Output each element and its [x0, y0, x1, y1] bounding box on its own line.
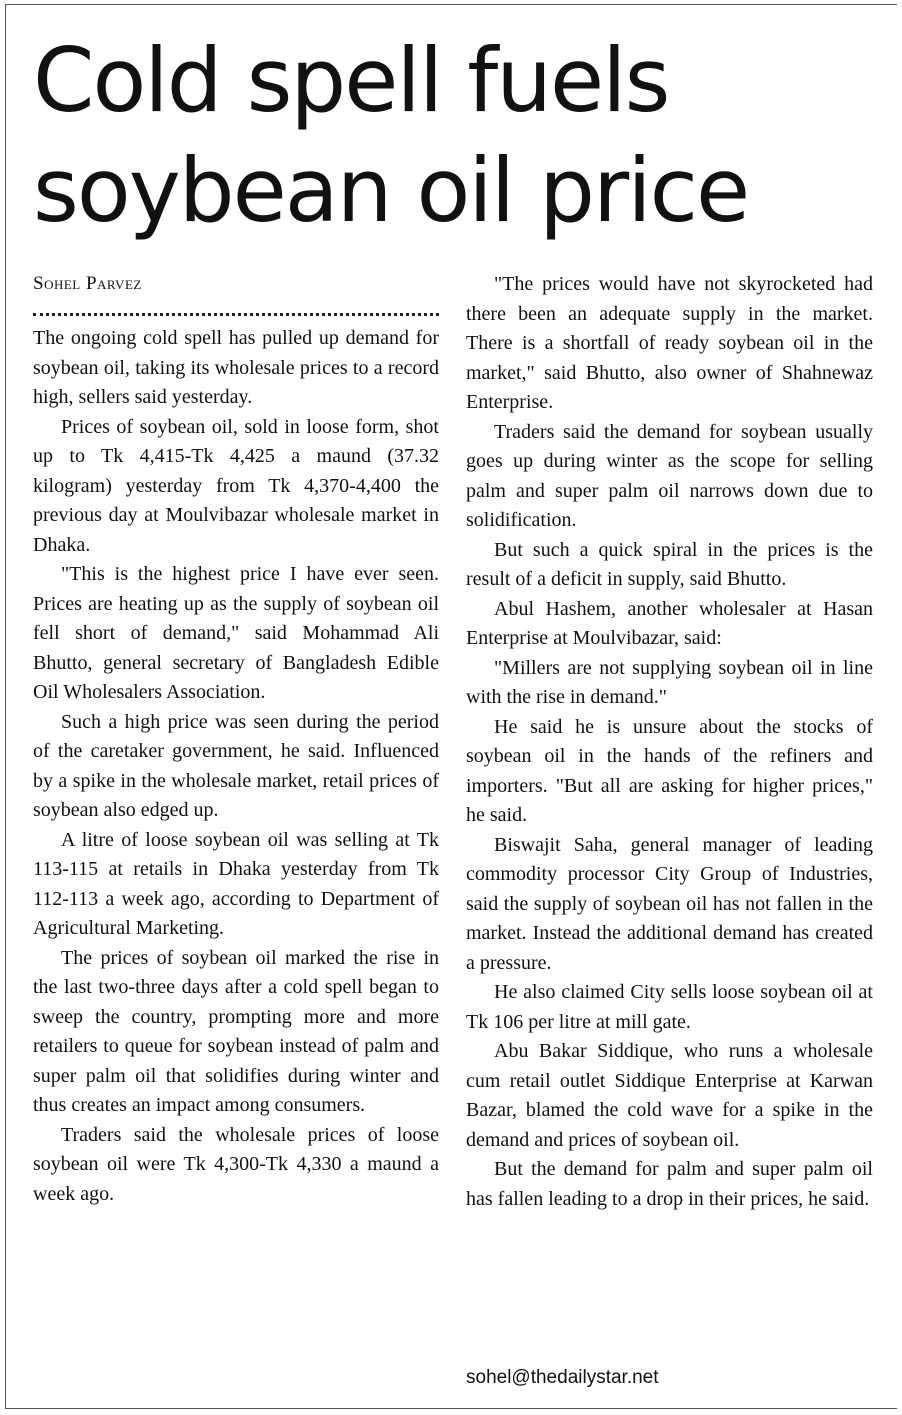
- paragraph: But the demand for palm and super palm oil has fallen leading to a drop in their prices, he said.: [466, 1158, 873, 1210]
- left-column: [33, 268, 439, 1209]
- paragraph: But such a quick spiral in the prices is the result of a deficit in supply, said Bhutto.: [466, 538, 873, 590]
- paragraph: Such a high price was seen during the period of the caretaker government, he said. Influenced by a spike in the wholesale market, retail prices of soybean also edged up.: [33, 710, 439, 821]
- paragraph: Abul Hashem, another wholesaler at Hasan Enterprise at Moulvibazar, said:: [466, 597, 873, 649]
- paragraph: The prices of soybean oil marked the rise in the last two-three days after a cold spell began to sweep the country, prompting more and more retailers to queue for soybean instead of palm and super palm oil that solidifies during winter and thus creates an impact among consumers.: [33, 946, 439, 1116]
- paragraph: Prices of soybean oil, sold in loose form, shot up to Tk 4,415-Tk 4,425 a maund (37.32 kilogram) yesterday from Tk 4,370-4,400 the previous day at Moulvibazar wholesale market in Dhaka.: [33, 415, 439, 556]
- paragraph: He also claimed City sells loose soybean oil at Tk 106 per litre at mill gate.: [466, 981, 873, 1033]
- headline: [33, 26, 873, 246]
- paragraph: "Millers are not supplying soybean oil in line with the rise in demand.": [466, 656, 873, 708]
- paragraph: Abu Bakar Siddique, who runs a wholesale cum retail outlet Siddique Enterprise at Karwan Bazar, blamed the cold wave for a spike in the demand and prices of soybean oil.: [466, 1040, 873, 1151]
- byline: [33, 268, 439, 299]
- headline-line-2: soybean oil price: [33, 139, 749, 242]
- byline-divider: [33, 313, 439, 316]
- paragraph: He said he is unsure about the stocks of soybean oil in the hands of the refiners and importers. "But all are asking for higher prices," he said.: [466, 715, 873, 826]
- paragraph: Biswajit Saha, general manager of leading commodity processor City Group of Industries, said the supply of soybean oil has not fallen in the market. Instead the additional demand has created a pressure.: [466, 833, 873, 974]
- paragraph: The ongoing cold spell has pulled up demand for soybean oil, taking its wholesale prices to a record high, sellers said yesterday.: [33, 327, 439, 408]
- paragraph: Traders said the wholesale prices of loose soybean oil were Tk 4,300-Tk 4,330 a maund a week ago.: [33, 1123, 439, 1205]
- author-email[interactable]: sohel@thedailystar.net: [466, 1367, 659, 1388]
- paragraph: A litre of loose soybean oil was selling at Tk 113-115 at retails in Dhaka yesterday from Tk 112-113 a week ago, according to Department of Agricultural Marketing.: [33, 828, 439, 939]
- paragraph: Traders said the demand for soybean usually goes up during winter as the scope for selling palm and super palm oil narrows down due to solidification.: [466, 420, 873, 531]
- paragraph: "The prices would have not skyrocketed had there been an adequate supply in the market. There is a shortfall of ready soybean oil in the market," said Bhutto, also owner of Shahnewaz Enterprise.: [466, 273, 873, 413]
- headline-line-1: Cold spell fuels: [33, 29, 669, 132]
- right-column: [466, 270, 873, 1214]
- byline-text: Sohel Parvez: [33, 273, 142, 294]
- paragraph: "This is the highest price I have ever seen. Prices are heating up as the supply of soybean oil fell short of demand," said Mohammad Ali Bhutto, general secretary of Bangladesh Edible Oil Wholesalers Association.: [33, 563, 439, 703]
